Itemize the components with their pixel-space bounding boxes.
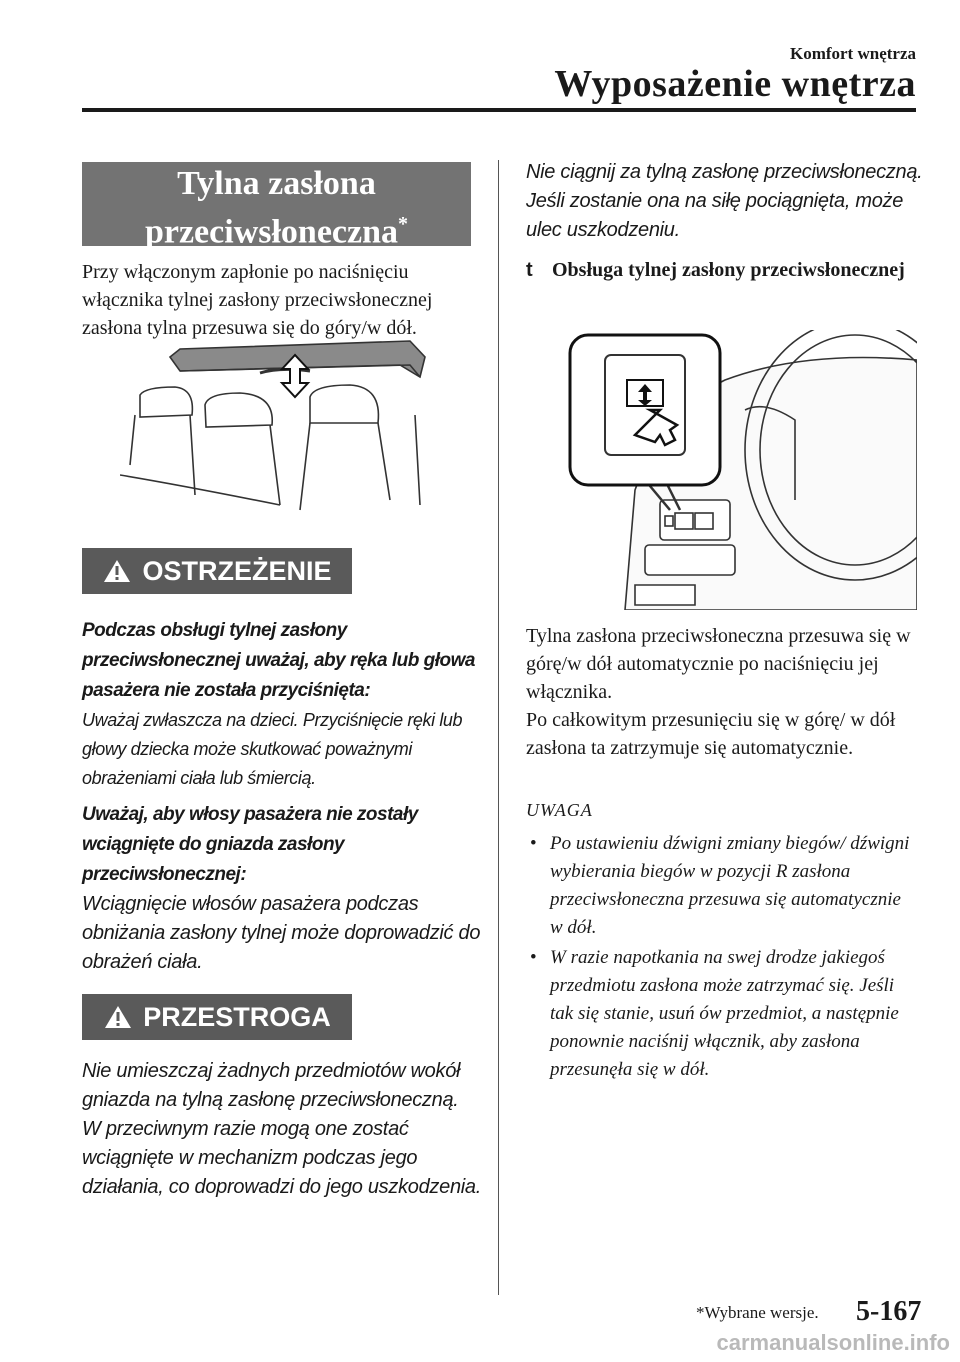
page-number: 5-167 <box>856 1296 922 1327</box>
note-item <box>526 830 916 942</box>
title-line1: Tylna zasłona <box>177 165 376 202</box>
sunshade-switch-illustration <box>565 330 917 610</box>
intro-text: Przy włączonym zapłonie po naciśnięciu włącznika tylnej zasłony przeciwsłonecznej zasłona tylna przesuwa się do góry/w dół. <box>82 261 433 339</box>
operation-description <box>526 622 926 762</box>
subsection-heading <box>526 256 926 284</box>
bullet: • <box>530 947 537 968</box>
note-text-2: W razie napotkania na swej drodze jakiegoś przedmiotu zasłona może zatrzymać się. Jeśli tak się stanie, usuń ów przedmiot, a następnie ponownie naciśnij włącznik, aby zasłona przesunęła się w dół. <box>550 947 899 1080</box>
note-title: UWAGA <box>526 800 593 820</box>
optional-mark: * <box>398 213 409 235</box>
warning-badge <box>82 548 352 594</box>
caution-label: PRZESTROGA <box>143 1001 331 1032</box>
warning1-text: Uważaj zwłaszcza na dzieci. Przyciśnięcie ręki lub głowy dziecka może skutkować poważnymi obrażeniami ciała lub śmiercią. <box>82 710 463 788</box>
note-text-1: Po ustawieniu dźwigni zmiany biegów/ dźwigni wybierania biegów w pozycji R zasłona przeciwsłoneczna przesuwa się automatycznie w dół. <box>550 833 910 938</box>
caution-continuation: Nie ciągnij za tylną zasłonę przeciwsłoneczną. Jeśli zostanie ona na siłę pociągnięta, może ulec uszkodzeniu. <box>526 161 923 241</box>
bullet: • <box>530 833 537 854</box>
operation-text-2: Po całkowitym przesunięciu się w górę/ w dół zasłona ta zatrzymuje się automatycznie. <box>526 709 896 759</box>
warning-triangle-icon <box>102 558 132 584</box>
warning1-heading: Podczas obsługi tylnej zasłony przeciwsłonecznej uważaj, aby ręka lub głowa pasażera nie została przyciśnięta: <box>82 620 475 701</box>
warning-block-2 <box>82 800 482 977</box>
caution-badge <box>82 994 352 1040</box>
operation-text-1: Tylna zasłona przeciwsłoneczna przesuwa się w górę/w dół automatycznie po naciśnięciu jej włącznika. <box>526 625 911 703</box>
section-marker: t <box>526 259 533 281</box>
subsection-title: Obsługa tylnej zasłony przeciwsłonecznej <box>552 259 905 281</box>
header-rule <box>82 108 916 112</box>
caution-text: Nie umieszczaj żadnych przedmiotów wokół gniazda na tylną zasłonę przeciwsłoneczną. W przeciwnym razie mogą one zostać wciągnięte w mechanizm podczas jego działania, co doprowadzi do jego uszkodzenia. <box>82 1060 481 1198</box>
header-section: Komfort wnętrza <box>789 44 916 63</box>
note-list <box>526 830 916 1086</box>
warning2-heading: Uważaj, aby włosy pasażera nie zostały wciągnięte do gniazda zasłony przeciwsłonecznej: <box>82 804 418 885</box>
note-item <box>526 944 916 1084</box>
warning-block-1 <box>82 616 482 793</box>
section-title-box <box>82 162 471 251</box>
watermark: carmanualsonline.info <box>716 1330 950 1355</box>
warning-label: OSTRZEŻENIE <box>142 555 332 586</box>
column-divider <box>498 160 499 1295</box>
header-title: Wyposażenie wnętrza <box>554 63 916 105</box>
footer-note: *Wybrane wersje. <box>696 1303 819 1322</box>
title-line2: przeciwsłoneczna* <box>144 213 409 251</box>
warning-triangle-icon <box>103 1004 133 1030</box>
warning2-text: Wciągnięcie włosów pasażera podczas obniżania zasłony tylnej może doprowadzić do obrażeń ciała. <box>82 893 481 973</box>
rear-sunshade-illustration <box>120 335 445 525</box>
